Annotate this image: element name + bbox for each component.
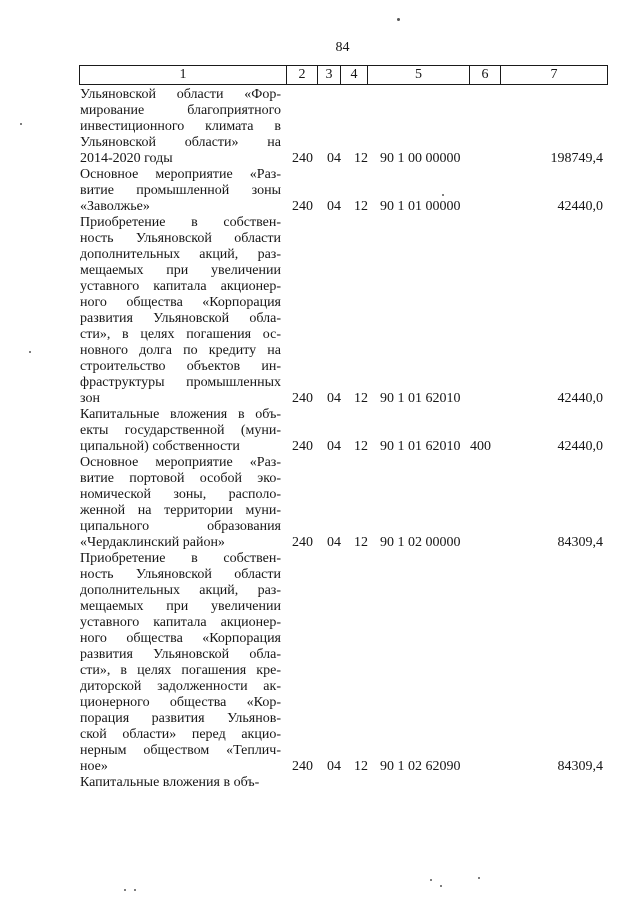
cell-c7: 198749,4 [550,151,603,166]
description-line: строительство объектов ин- [80,359,281,374]
description-line: Ульяновской области» на [80,135,281,150]
cell-c2: 240 [292,199,313,214]
description-line: ность Ульяновской области [80,231,281,246]
description-line: сти», в целях погашения ос- [80,327,281,342]
description-line: витие портовой особой эко- [80,471,281,486]
scan-speck [430,879,432,881]
cell-c4: 12 [354,391,368,406]
cell-c2: 240 [292,391,313,406]
description-line: ность Ульяновской области [80,567,281,582]
description-line: мещаемых при увеличении [80,599,281,614]
description-line: 2014-2020 годы [80,151,173,166]
cell-c5: 90 1 02 62090 [380,759,461,774]
description-line: уставного капитала акционер- [80,615,281,630]
description-line: диторской задолженности ак- [80,679,281,694]
column-header-6: 6 [470,66,501,84]
column-header-3: 3 [318,66,341,84]
description-line: мирование благоприятного [80,103,281,118]
cell-c7: 42440,0 [557,439,603,454]
scan-speck [397,18,400,21]
row-description [80,87,281,167]
description-line: Приобретение в собствен- [80,215,281,230]
scan-speck [442,194,444,196]
cell-c7: 42440,0 [557,391,603,406]
description-line: Приобретение в собствен- [80,551,281,566]
description-line: ное» [80,759,108,774]
description-line: развития Ульяновской обла- [80,311,281,326]
description-line: развития Ульяновской обла- [80,647,281,662]
column-header-7: 7 [550,67,558,82]
description-line: Капитальные вложения в объ- [80,407,281,422]
scan-speck [478,877,480,879]
cell-c2: 240 [292,439,313,454]
cell-c2: 240 [292,759,313,774]
description-line: витие промышленной зоны [80,183,281,198]
cell-c3: 04 [327,439,341,454]
column-header-2: 2 [287,66,318,84]
cell-c3: 04 [327,199,341,214]
description-line: ципального образования [80,519,281,534]
scan-speck [29,351,31,353]
cell-c7: 84309,4 [557,759,603,774]
cell-c3: 04 [327,759,341,774]
description-line: уставного капитала акционер- [80,279,281,294]
description-line: Основное мероприятие «Раз- [80,455,281,470]
description-line: фраструктуры промышленных [80,375,281,390]
description-line: женной на территории муни- [80,503,281,518]
description-line: ской области» перед акцио- [80,727,281,742]
cell-c3: 04 [327,151,341,166]
description-line: номической зоны, располо- [80,487,281,502]
cell-c5: 90 1 01 00000 [380,199,461,214]
page-number: 84 [335,40,350,55]
cell-c2: 240 [292,151,313,166]
description-line: сти», в целях погашения кре- [80,663,281,678]
description-line: новного долга по кредиту на [80,343,281,358]
description-line: инвестиционного климата в [80,119,281,134]
cell-c7: 84309,4 [557,535,603,550]
cell-c5: 90 1 02 00000 [380,535,461,550]
cell-c4: 12 [354,439,368,454]
column-header-1: 1 [80,66,287,84]
description-line: ционерного общества «Кор- [80,695,281,710]
description-line: ного общества «Корпорация [80,295,281,310]
cell-c4: 12 [354,151,368,166]
description-line: дополнительных акций, раз- [80,247,281,262]
scan-speck [20,123,22,125]
description-line: ципальной) собственности [80,439,240,454]
description-line: дополнительных акций, раз- [80,583,281,598]
description-line: ного общества «Корпорация [80,631,281,646]
row-description [80,551,281,775]
cell-c4: 12 [354,199,368,214]
cell-c5: 90 1 01 62010 [380,439,461,454]
description-line: екты государственной (муни- [80,423,281,438]
row-description [80,455,281,551]
column-header-4: 4 [341,66,368,84]
cell-c4: 12 [354,535,368,550]
cell-c3: 04 [327,535,341,550]
row-description [80,775,281,791]
row-description [80,215,281,407]
description-line: Основное мероприятие «Раз- [80,167,281,182]
cell-c4: 12 [354,759,368,774]
description-line: «Чердаклинский район» [80,535,225,550]
cell-c5: 90 1 01 62010 [380,391,461,406]
description-line: Капитальные вложения в объ- [80,775,260,790]
description-line: мещаемых при увеличении [80,263,281,278]
cell-c6: 400 [470,439,491,454]
description-line: нерным обществом «Теплич- [80,743,281,758]
table-header-row [79,65,608,85]
row-description [80,167,281,215]
cell-c3: 04 [327,391,341,406]
scan-speck [440,885,442,887]
row-description [80,407,281,455]
cell-c7: 42440,0 [557,199,603,214]
description-line: порация развития Ульянов- [80,711,281,726]
scan-speck [134,889,136,891]
description-line: «Заволжье» [80,199,150,214]
cell-c2: 240 [292,535,313,550]
scan-speck [124,889,126,891]
description-line: Ульяновской области «Фор- [80,87,281,102]
description-line: зон [80,391,100,406]
cell-c5: 90 1 00 00000 [380,151,461,166]
column-header-5: 5 [368,66,470,84]
